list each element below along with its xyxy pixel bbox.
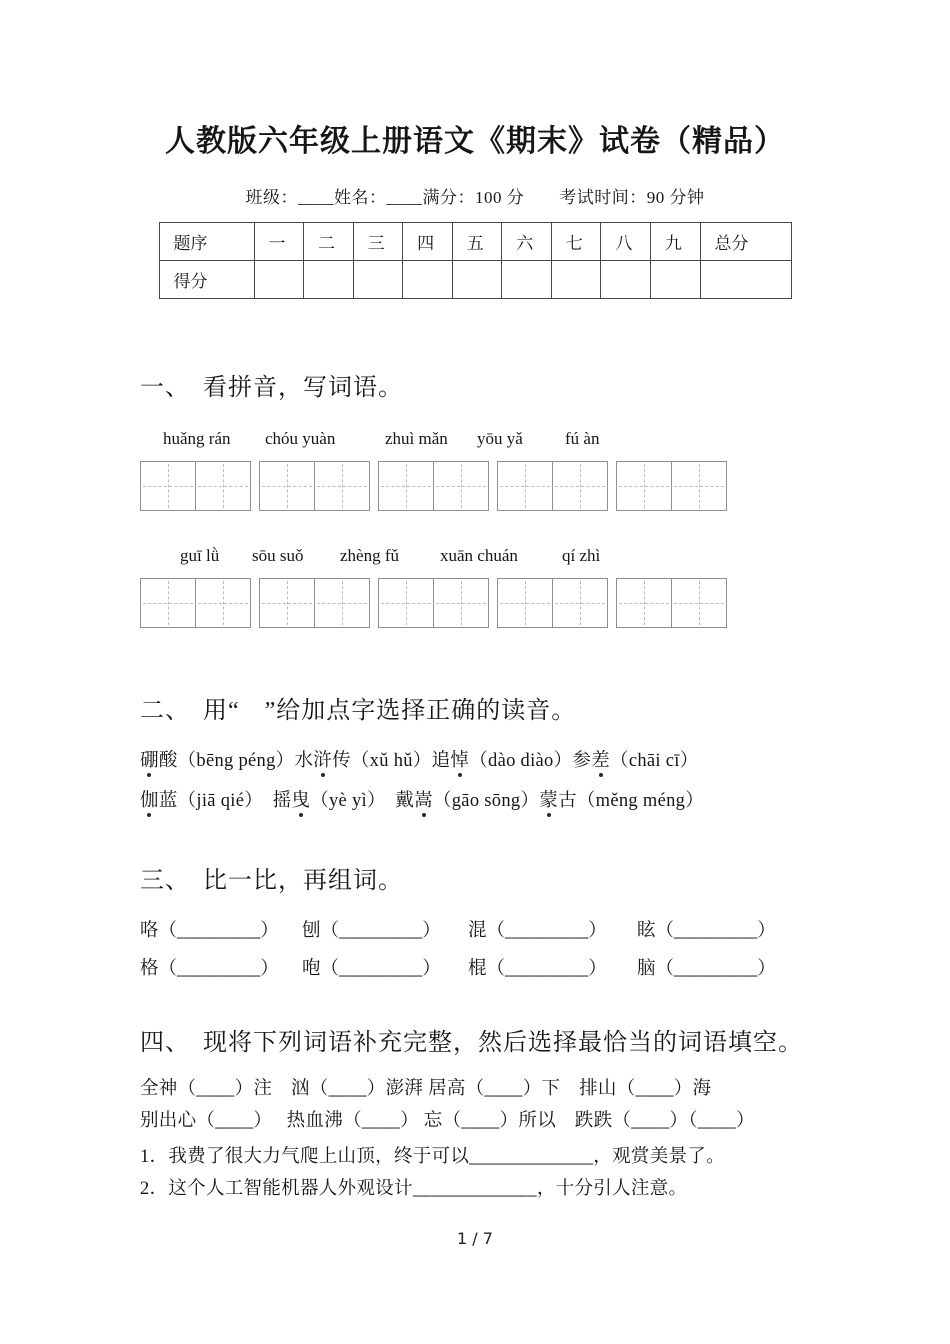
text-segment: （dào diào）参 [469, 751, 592, 771]
score-table-header-cell: 题序 [159, 223, 254, 261]
emphasized-character: 硼 [140, 751, 159, 771]
writing-cell [195, 578, 251, 628]
text-segment: （chāi cī） [610, 751, 699, 771]
writing-grid-group [378, 578, 489, 628]
section-one-heading: 一、 看拼音，写词语。 [140, 375, 403, 401]
page-number: 1 / 7 [457, 1229, 493, 1248]
score-table-header-row [159, 223, 791, 261]
writing-cell [552, 578, 608, 628]
score-table-header-cell: 一 [254, 223, 304, 261]
score-cell [502, 261, 552, 299]
section-three-heading: 三、 比一比，再组词。 [140, 868, 403, 894]
section-two-heading: 二、 用“ ”给加点字选择正确的读音。 [140, 698, 577, 724]
emphasized-character: 曳 [291, 791, 311, 811]
score-cell [304, 261, 354, 299]
score-cell [353, 261, 403, 299]
writing-grid-group [616, 461, 727, 511]
writing-cell [314, 461, 370, 511]
emphasized-character: 蒙 [539, 791, 559, 811]
writing-cell [314, 578, 370, 628]
writing-grid-group [497, 578, 608, 628]
pinyin-word: fú àn [565, 429, 600, 448]
emphasized-character: 浒 [313, 751, 333, 771]
writing-grid-group [497, 461, 608, 511]
pinyin-word: chóu yuàn [265, 429, 336, 448]
idiom-fill-line-1: 全神（____）注 汹（____）澎湃 居高（____）下 排山（____）海 [140, 1079, 712, 1099]
writing-cell [140, 578, 196, 628]
writing-cell [671, 578, 727, 628]
score-table-header-cell: 七 [551, 223, 601, 261]
writing-cell [433, 578, 489, 628]
writing-grid-group [616, 578, 727, 628]
pinyin-word: huǎng rán [163, 429, 231, 448]
score-cell [452, 261, 502, 299]
word-formation-row-1 [140, 916, 830, 946]
writing-cell [497, 461, 553, 511]
score-table-header-cell: 六 [502, 223, 552, 261]
writing-cell [378, 461, 434, 511]
writing-grid-row-1 [140, 461, 830, 511]
word-formation-item: 棍（_________） [468, 959, 607, 979]
word-formation-item: 脑（_________） [637, 959, 776, 979]
writing-grid-group [140, 461, 251, 511]
text-segment: （gāo sōng） [432, 791, 540, 811]
writing-grid-group [140, 578, 251, 628]
word-formation-item: 咆（_________） [302, 959, 441, 979]
writing-grid-row-2 [140, 578, 830, 628]
reading-pronunciation-line-1 [140, 744, 830, 778]
score-cell [551, 261, 601, 299]
reading-pronunciation-line-2 [140, 784, 830, 818]
writing-cell [616, 578, 672, 628]
emphasized-character: 伽 [140, 791, 159, 811]
pinyin-word: zhèng fǔ [340, 546, 400, 565]
page-title: 人教版六年级上册语文《期末》试卷（精品） [165, 125, 785, 158]
pinyin-word: guī lǜ [180, 546, 220, 565]
writing-grid-group [378, 461, 489, 511]
score-table-header-cell: 二 [304, 223, 354, 261]
writing-cell [552, 461, 608, 511]
section-four-heading: 四、 现将下列词语补充完整，然后选择最恰当的词语填空。 [140, 1030, 803, 1056]
text-segment: 传（xǔ hǔ）追 [332, 751, 451, 771]
pinyin-word: qí zhì [562, 546, 601, 565]
score-row-label: 得分 [159, 261, 254, 299]
text-segment: 古（měng méng） [558, 791, 704, 811]
pinyin-row-2 [140, 546, 830, 568]
sentence-fill-item-1: 1．我费了很大力气爬上山顶，终于可以_____________，观赏美景了。 [140, 1147, 725, 1167]
word-formation-item: 咯（_________） [140, 921, 279, 941]
pinyin-word: yōu yǎ [477, 429, 523, 448]
score-cell [254, 261, 304, 299]
score-table-header-cell: 五 [452, 223, 502, 261]
pinyin-word: zhuì mǎn [385, 429, 448, 448]
writing-cell [259, 461, 315, 511]
emphasized-character: 悼 [450, 751, 470, 771]
word-formation-item: 格（_________） [140, 959, 279, 979]
exam-content [0, 371, 950, 1202]
score-table-header-cell: 九 [650, 223, 700, 261]
text-segment: 酸（bēng péng）水 [158, 751, 314, 771]
writing-cell [378, 578, 434, 628]
writing-cell [433, 461, 489, 511]
word-formation-item: 刨（_________） [302, 921, 441, 941]
pinyin-word: xuān chuán [440, 546, 518, 565]
pinyin-row-1 [140, 429, 830, 451]
writing-cell [140, 461, 196, 511]
score-cell [403, 261, 453, 299]
emphasized-character: 嵩 [414, 791, 433, 811]
writing-grid-group [259, 578, 370, 628]
score-table-header-cell: 三 [353, 223, 403, 261]
writing-grid-group [259, 461, 370, 511]
score-cell [601, 261, 651, 299]
score-table-score-row [159, 261, 791, 299]
word-formation-item: 眩（_________） [637, 921, 776, 941]
pinyin-word: sōu suǒ [252, 546, 304, 565]
score-cell [700, 261, 791, 299]
score-cell [650, 261, 700, 299]
score-table-header-cell: 八 [601, 223, 651, 261]
emphasized-character: 差 [591, 751, 611, 771]
score-table-header-cell: 四 [403, 223, 453, 261]
score-table [159, 222, 792, 299]
text-segment: 蓝（jiā qié） 摇 [158, 791, 292, 811]
text-segment: （yè yì） 戴 [310, 791, 415, 811]
student-info-line: 班级：____姓名：____满分：100 分 考试时间：90 分钟 [245, 188, 705, 207]
sentence-fill-item-2: 2．这个人工智能机器人外观设计_____________，十分引人注意。 [140, 1179, 688, 1199]
writing-cell [195, 461, 251, 511]
writing-cell [671, 461, 727, 511]
score-table-header-cell: 总分 [700, 223, 791, 261]
word-formation-row-2 [140, 954, 830, 984]
word-formation-item: 混（_________） [468, 921, 607, 941]
writing-cell [259, 578, 315, 628]
idiom-fill-line-2: 别出心（____） 热血沸（____） 忘（____）所以 跌跌（____）（____） [140, 1111, 755, 1131]
writing-cell [497, 578, 553, 628]
writing-cell [616, 461, 672, 511]
